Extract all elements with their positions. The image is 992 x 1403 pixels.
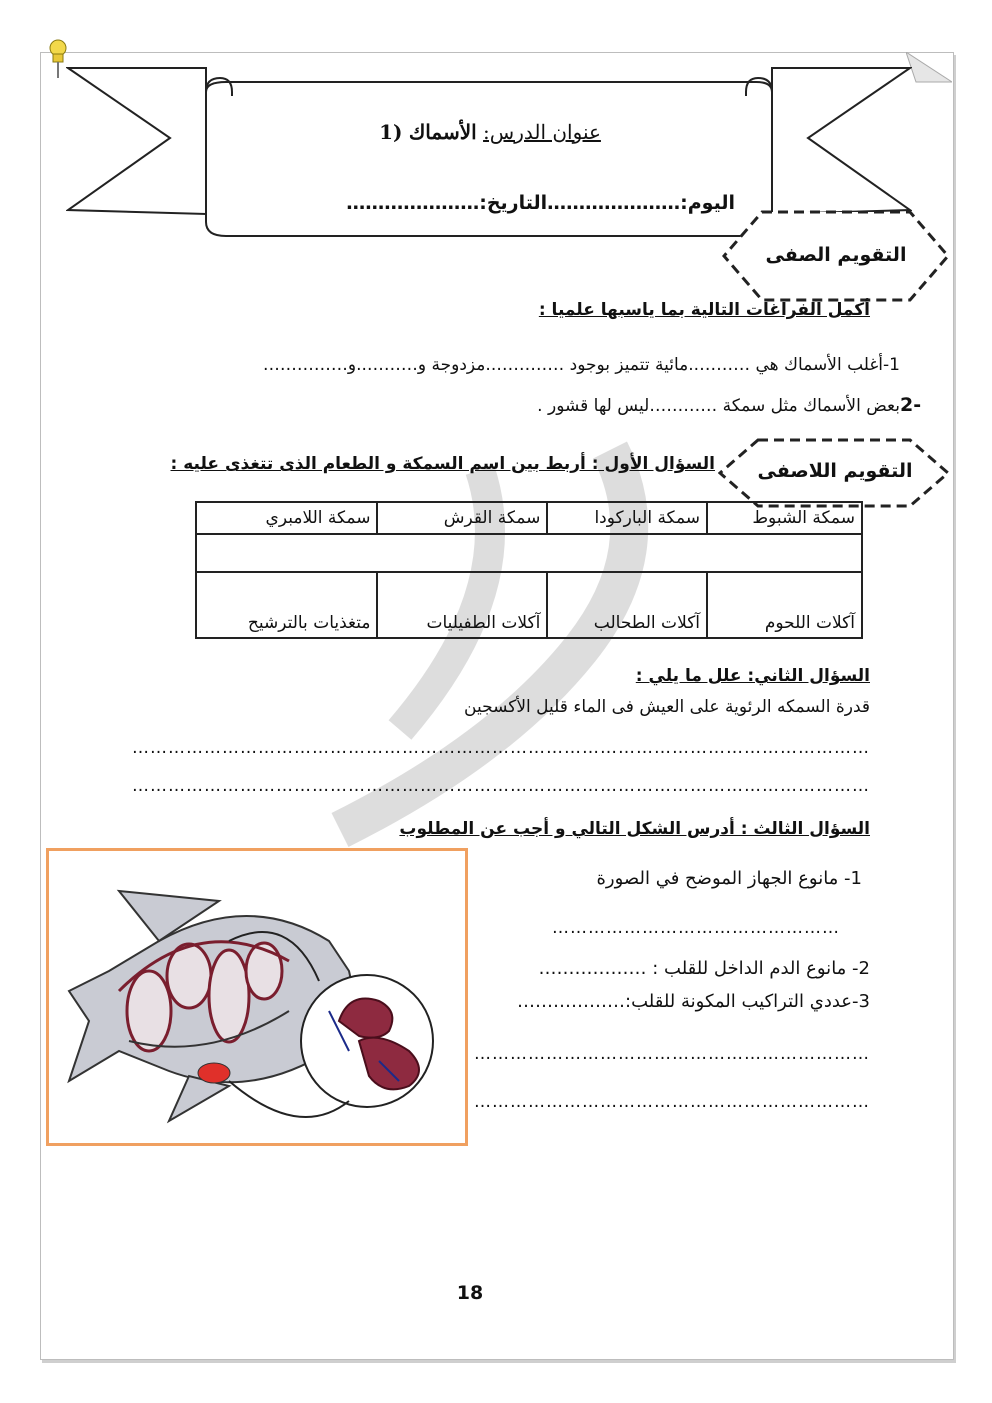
question3-answer-line[interactable]: ………………………………………………………… (474, 1044, 870, 1064)
matching-table (195, 501, 863, 639)
question1-heading: السؤال الأول : أربط بين اسم السمكة و الطعام الذى تتغذى عليه : (170, 454, 715, 474)
question3-item1: 1- مانوع الجهاز الموضح في الصورة (596, 868, 862, 889)
question3-item3: 3-عددي التراكيب المكونة للقلب:……………… (517, 991, 870, 1012)
question3-heading: السؤال الثالث : أدرس الشكل التالي و أجب عن المطلوب (399, 819, 870, 839)
section1-heading: أكمل الفراغات التالية بما ياسبها علميا : (538, 300, 870, 320)
page-curl (906, 52, 952, 86)
fish-cell: سمكة الباركودا (547, 502, 707, 534)
question3-answer-line[interactable]: ………………………………………………………… (474, 1092, 870, 1112)
food-cell: متغذيات بالترشيح (196, 572, 377, 638)
question2-answer-line[interactable]: …………………………………………………………………………………………………………… (132, 738, 870, 758)
question3-item2: 2- مانوع الدم الداخل للقلب : ……………… (538, 958, 870, 979)
food-cell: آكلات الطفيليات (377, 572, 547, 638)
circulatory-figure (46, 848, 468, 1146)
section1-line2: بعض الأسماك مثل سمكة …………ليس لها قشور . (537, 396, 900, 416)
question2-prompt: قدرة السمكه الرئوية على العيش فى الماء قليل الأكسجين (464, 697, 870, 717)
non-class-assessment-label: التقويم اللاصفى (757, 460, 913, 482)
section1-line1: 1-أغلب الأسماك هي ………..مائية تتميز بوجود …………..مزدوجة و………..و…………… (262, 355, 900, 375)
fish-heart-illustration (49, 851, 465, 1143)
food-cell: آكلات اللحوم (707, 572, 862, 638)
fish-cell: سمكة القرش (377, 502, 547, 534)
page-number: 18 (456, 1282, 484, 1304)
class-assessment-label: التقويم الصفى (765, 244, 907, 266)
lesson-title: عنوان الدرس: الأسماك (1 (379, 120, 601, 144)
question3-item1-answer[interactable]: ………………………………………… (552, 918, 840, 938)
day-date-line: اليوم:…………………التاريخ:………………… (346, 192, 735, 214)
fish-cell: سمكة الشبوط (707, 502, 862, 534)
fish-cell: سمكة اللامبري (196, 502, 377, 534)
connection-space (196, 534, 862, 572)
food-cell: آكلات الطحالب (547, 572, 707, 638)
question2-heading: السؤال الثاني: علل ما يلي : (635, 666, 870, 686)
question2-answer-line[interactable]: …………………………………………………………………………………………………………… (132, 776, 870, 796)
section1-line2-number: 2- (900, 394, 922, 416)
